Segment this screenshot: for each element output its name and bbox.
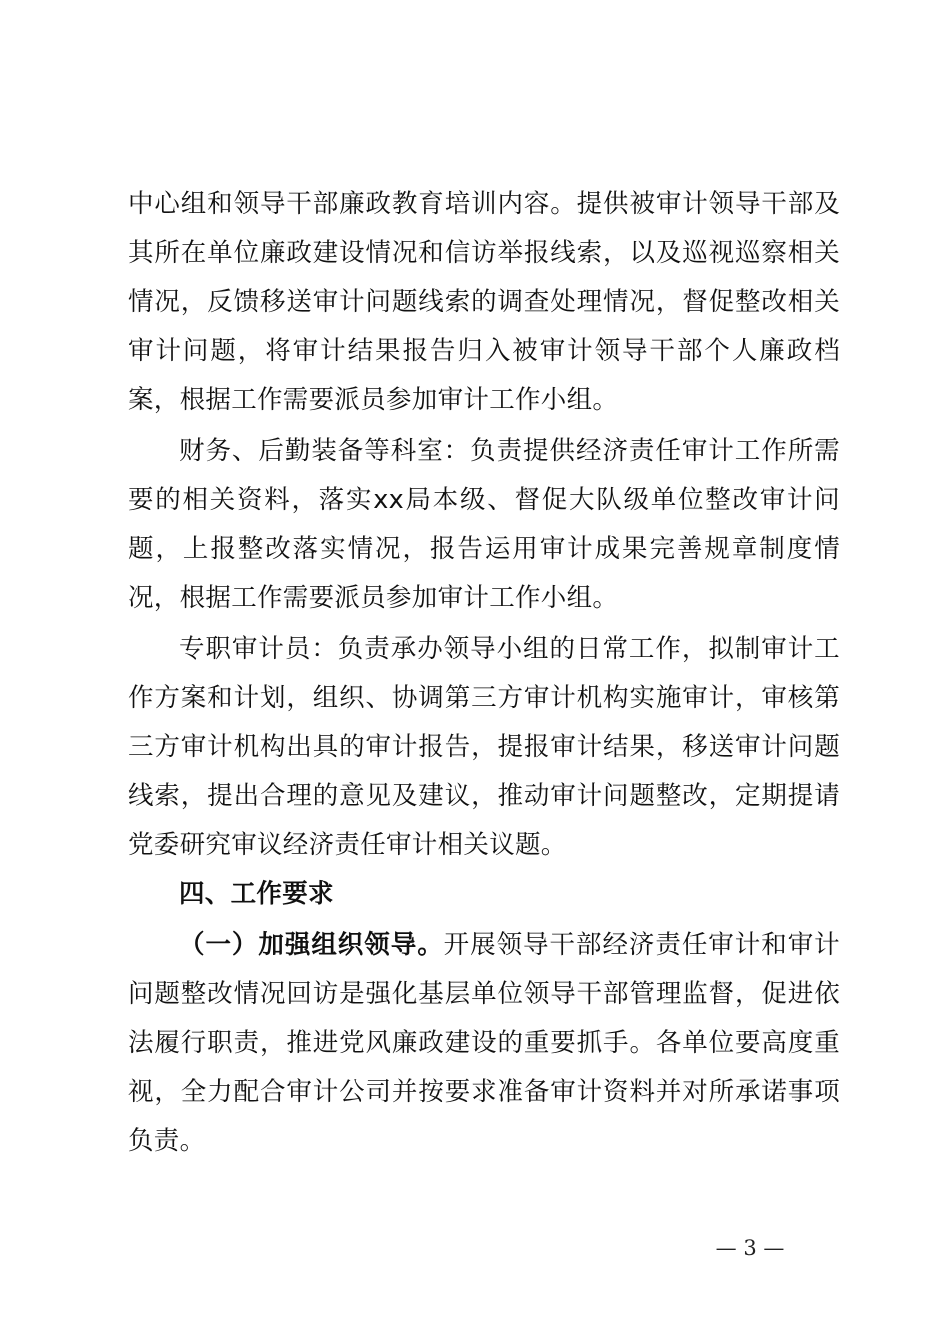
page-number: — 3 — [715,1236,785,1260]
paragraph-continuation: 中心组和领导干部廉政教育培训内容。提供被审计领导干部及其所在单位廉政建设情况和信访举报线索，以及巡视巡察相关情况，反馈移送审计问题线索的调查处理情况，督促整改相关审计问题，将审计结果报告归入被审计领导干部个人廉政档案，根据工作需要派员参加审计工作小组。 [128,189,840,415]
document-body [128,180,840,1166]
subsection-text: 开展领导干部经济责任审计和审计问题整改情况回访是强化基层单位领导干部管理监督，促进依法履行职责，推进党风廉政建设的重要抓手。各单位要高度重视，全力配合审计公司并按要求准备审计资料并对所承诺事项负责。 [128,930,840,1156]
section-heading: 四、工作要求 [179,879,334,909]
paragraph-finance-logistics: 财务、后勤装备等科室：负责提供经济责任审计工作所需要的相关资料，落实xx局本级、督促大队级单位整改审计问题，上报整改落实情况，报告运用审计成果完善规章制度情况，根据工作需要派员参加审计工作小组。 [128,436,840,613]
paragraph-organization-leadership [128,921,840,1166]
subsection-title: （一）加强组织领导。 [179,930,444,960]
paragraph-auditor: 专职审计员：负责承办领导小组的日常工作，拟制审计工作方案和计划，组织、协调第三方审计机构实施审计，审核第三方审计机构出具的审计报告，提报审计结果，移送审计问题线索，提出合理的意见及建议，推动审计问题整改，定期提请党委研究审议经济责任审计相关议题。 [128,634,840,860]
